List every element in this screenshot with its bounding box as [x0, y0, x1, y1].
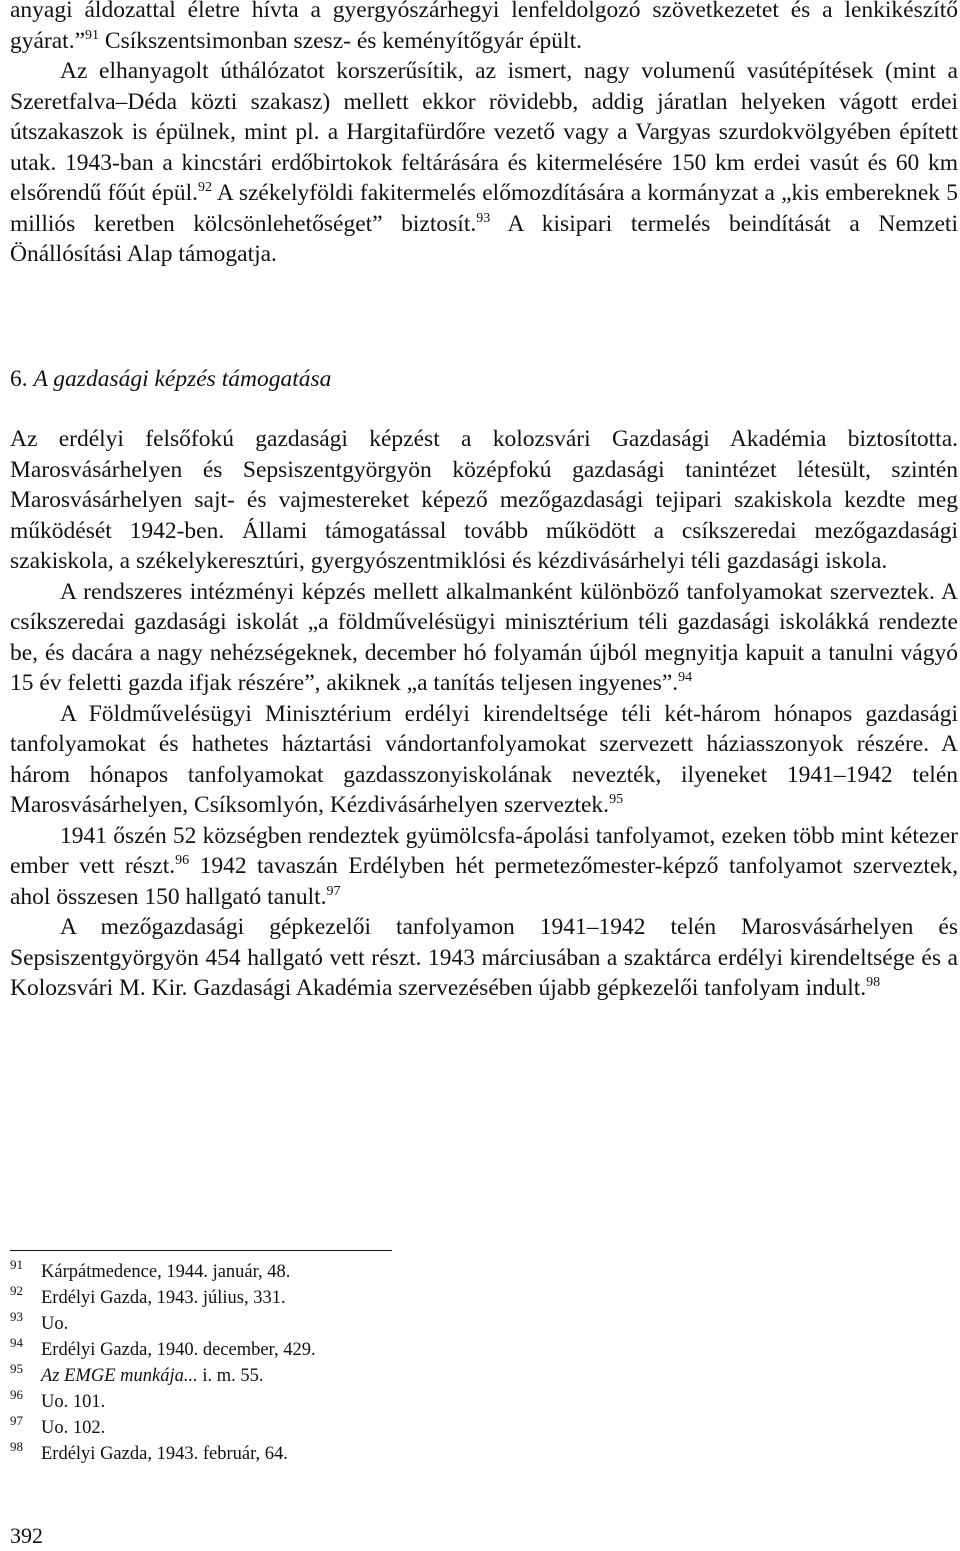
footnote-reference: 97: [326, 883, 341, 899]
paragraph-text: A székelyföldi fakitermelés előmozdítására a kormányzat a „kis embereknek 5 milliós keretben kölcsönlehetőséget” biztosít.: [10, 180, 958, 237]
footnote-item: [10, 1259, 610, 1285]
footnote-reference: 95: [609, 792, 624, 807]
footnote-divider: [10, 1250, 392, 1251]
paragraph-text: anyagi áldozattal életre hívta a gyergyószárhegyi lenfeldolgozó szövetkezetet és a lenkikészítő gyárat.”: [10, 0, 958, 54]
footnote-number: 98: [10, 1439, 23, 1454]
footnote-text: Uo. 102.: [41, 1418, 106, 1438]
paragraph-text: Csíkszentsimonban szesz- és keményítőgyár épült.: [99, 27, 582, 54]
paragraph-text: Az erdélyi felsőfokú gazdasági képzést a kolozsvári Gazdasági Akadémia biztosította. Marosvásárhelyen és Sepsiszentgyörgyön középfokú gazdasági tanintézet létesült, szintén Marosvásárhelyen sajt- és vajmestereket képező mezőgazdasági tejipari szakiskola kezdte meg működését 1942-ben. Állami támogatással tovább működött a csíkszeredai mezőgazdasági szakiskola, a székelykeresztúri, gyergyószentmiklósi és kézdivásárhelyi téli gazdasági iskola.: [10, 426, 958, 574]
paragraph-text: A Földművelésügyi Minisztérium erdélyi kirendeltsége téli két-három hónapos gazdasági tanfolyamokat és hathetes háztartási vándortanfolyamokat szervezett háziasszonyok részére. A három hónapos tanfolyamokat gazdasszonyiskolának nevezték, ilyeneket 1941–1942 telén Marosvásárhelyen, Csíksomlyón, Kézdivásárhelyen szerveztek.: [10, 700, 958, 818]
paragraph: [10, 821, 958, 913]
footnote-reference: 96: [175, 853, 190, 868]
paragraph-text: 1942 tavaszán Erdélyben hét permetezőmester-képző tanfolyamot szerveztek, ahol összesen 150 hallgató tanult.: [10, 853, 958, 910]
paragraph-text: A rendszeres intézményi képzés mellett alkalmanként különböző tanfolyamokat szerveztek. A csíkszeredai gazdasági iskolát „a földművelésügyi minisztérium téli gazdasági iskolákká rendezte be, és dacára a nagy nehézségeknek, december hó folyamán újból megnyitja kapuit a tanulni vágyó 15 év feletti gazda ifjak részére”, akiknek „a tanítás teljesen ingyenes”.: [10, 578, 958, 696]
footnote-text: Erdélyi Gazda, 1940. december, 429.: [41, 1340, 316, 1360]
footnote-item: [10, 1337, 610, 1363]
footnote-item: [10, 1285, 610, 1311]
footnote-text: Uo.: [41, 1314, 69, 1334]
footnote-list: [10, 1259, 610, 1467]
footnote-number: 94: [10, 1335, 23, 1350]
paragraph-text: 1941 őszén 52 községben rendeztek gyümölcsfa-ápolási tanfolyamot, ezeken több mint kétezer ember vett részt.: [10, 822, 958, 879]
footnote-text: i. m. 55.: [197, 1366, 264, 1386]
footnote-number: 96: [10, 1387, 23, 1402]
paragraph: [10, 0, 958, 56]
paragraph: [10, 912, 958, 1004]
footnote-reference: 98: [866, 975, 881, 990]
paragraph-text: Az elhanyagolt úthálózatot korszerűsítik, az ismert, nagy volumenű vasútépítések (mint a Szeretfalva–Déda közti szakasz) mellett ekkor rövidebb, addig járatlan helyeken vágott erdei útszakaszok is épülnek, mint pl. a Hargitafürdőre vezető vagy a Vargyas szurdokvölgyében épített utak. 1943-ban a kincstári erdőbirtokok feltárására és kitermelésére 150 km erdei vasút és 60 km elsőrendű főút épül.: [10, 58, 958, 206]
footnote-number: 93: [10, 1309, 23, 1324]
footnote-reference: 94: [678, 670, 693, 685]
footnote-reference: 93: [476, 210, 491, 226]
footnote-item: [10, 1441, 610, 1467]
paragraph: [10, 424, 958, 577]
footnote-item: [10, 1311, 610, 1337]
footnote-number: 91: [10, 1257, 23, 1272]
body-text-top: [10, 0, 958, 270]
footnote-text: Uo. 101.: [41, 1392, 106, 1412]
footnote-reference: 91: [85, 27, 100, 43]
footnote-italic-title: Az EMGE munkája...: [41, 1366, 198, 1386]
footnote-item: [10, 1415, 610, 1441]
paragraph-text: A mezőgazdasági gépkezelői tanfolyamon 1941–1942 telén Marosvásárhelyen és Sepsiszentgyörgyön 454 hallgató vett részt. 1943 márciusában a szaktárca erdélyi kirendeltsége és a Kolozsvári M. Kir. Gazdasági Akadémia szervezésében újabb gépkezelői tanfolyam indult.: [10, 914, 958, 1001]
body-text-main: [10, 424, 958, 1004]
footnote-text: Erdélyi Gazda, 1943. július, 331.: [41, 1288, 286, 1308]
footnote-number: 95: [10, 1361, 23, 1376]
paragraph: [10, 699, 958, 821]
footnote-text: Kárpátmedence, 1944. január, 48.: [41, 1262, 291, 1282]
paragraph: [10, 577, 958, 699]
footnote-reference: 92: [198, 180, 212, 195]
footnote-item: [10, 1363, 610, 1389]
paragraph-text: A kisipari termelés beindítását a Nemzeti Önállósítási Alap támogatja.: [10, 210, 958, 267]
section-title: A gazdasági képzés támogatása: [33, 366, 332, 392]
page-number: 392: [10, 1523, 43, 1548]
section-number: 6.: [10, 366, 28, 392]
footnote-number: 97: [10, 1413, 23, 1428]
footnote-text: Erdélyi Gazda, 1943. február, 64.: [41, 1444, 288, 1464]
section-heading: [10, 364, 331, 394]
paragraph: [10, 56, 958, 270]
footnote-item: [10, 1389, 610, 1415]
footnote-number: 92: [10, 1283, 23, 1298]
